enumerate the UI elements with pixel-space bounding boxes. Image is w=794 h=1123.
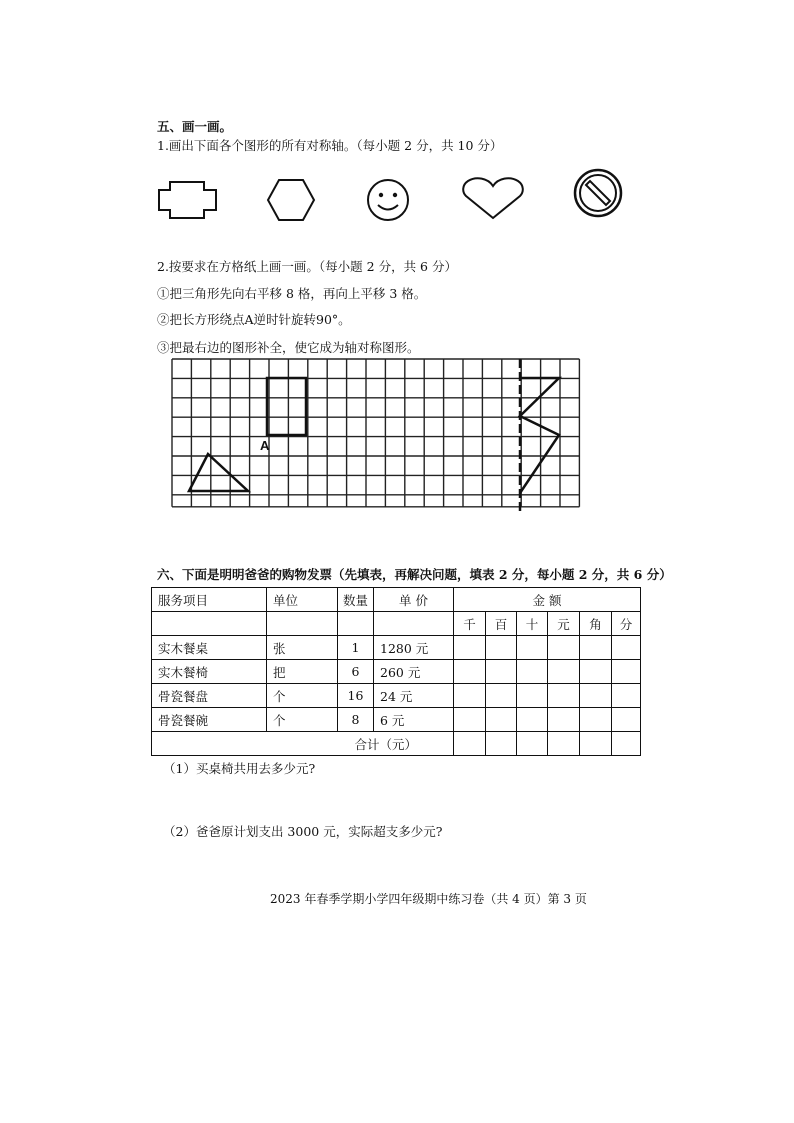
amount-cell[interactable] (580, 708, 612, 732)
amount-cell[interactable] (517, 636, 548, 660)
amount-cell[interactable] (486, 684, 517, 708)
cross-shape-icon (158, 180, 218, 220)
amount-cell[interactable] (486, 660, 517, 684)
amount-cell[interactable] (612, 708, 641, 732)
total-label: 合计（元） (152, 732, 454, 756)
sub-question-2: （2）爸爸原计划支出 3000 元，实际超支多少元? (163, 824, 443, 839)
amount-cell[interactable] (517, 660, 548, 684)
sub-question-1: （1）买桌椅共用去多少元? (163, 761, 316, 776)
rectangle-shape (267, 378, 306, 435)
amount-unit-hundred: 百 (486, 612, 517, 636)
row-price: 260 元 (374, 660, 454, 684)
invoice-table (151, 587, 641, 756)
amount-cell[interactable] (454, 708, 486, 732)
grid-paper (170, 357, 580, 517)
amount-cell[interactable] (580, 660, 612, 684)
amount-cell[interactable] (548, 708, 580, 732)
row-item: 实木餐椅 (152, 660, 267, 684)
row-qty: 1 (338, 636, 374, 660)
header-price: 单 价 (374, 588, 454, 612)
row-unit: 个 (267, 684, 338, 708)
amount-cell[interactable] (486, 708, 517, 732)
header-amount: 金 额 (454, 588, 641, 612)
row-price: 1280 元 (374, 636, 454, 660)
table-cell[interactable] (374, 612, 454, 636)
table-row (152, 636, 641, 660)
question-2-text: 2.按要求在方格纸上画一画。（每小题 2 分，共 6 分） (157, 259, 457, 274)
amount-cell[interactable] (612, 684, 641, 708)
question-2-item-3: ③把最右边的图形补全，使它成为轴对称图形。 (157, 340, 420, 355)
amount-unit-jiao: 角 (580, 612, 612, 636)
amount-unit-ten: 十 (517, 612, 548, 636)
row-price: 6 元 (374, 708, 454, 732)
header-qty: 数量 (338, 588, 374, 612)
row-item: 实木餐桌 (152, 636, 267, 660)
table-row (152, 660, 641, 684)
question-2-item-1: ①把三角形先向右平移 8 格，再向上平移 3 格。 (157, 286, 427, 301)
table-cell[interactable] (338, 612, 374, 636)
triangle-shape (189, 454, 248, 491)
amount-cell[interactable] (517, 708, 548, 732)
amount-cell[interactable] (612, 732, 641, 756)
amount-cell[interactable] (548, 636, 580, 660)
amount-unit-yuan: 元 (548, 612, 580, 636)
amount-unit-thousand: 千 (454, 612, 486, 636)
question-2-item-2: ②把长方形绕点A逆时针旋转90°。 (157, 312, 351, 327)
row-unit: 把 (267, 660, 338, 684)
amount-cell[interactable] (454, 660, 486, 684)
section6-heading: 六、下面是明明爸爸的购物发票（先填表，再解决问题，填表 2 分，每小题 2 分，共 6 分） (157, 567, 672, 582)
amount-cell[interactable] (454, 684, 486, 708)
point-a-label: A (260, 438, 270, 453)
page-footer: 2023 年春季学期小学四年级期中练习卷（共 4 页）第 3 页 (270, 892, 587, 906)
table-row (152, 708, 641, 732)
amount-cell[interactable] (580, 732, 612, 756)
amount-cell[interactable] (612, 660, 641, 684)
header-item: 服务项目 (152, 588, 267, 612)
row-item: 骨瓷餐碗 (152, 708, 267, 732)
table-cell[interactable] (152, 612, 267, 636)
smiley-face-icon (366, 178, 410, 222)
row-qty: 8 (338, 708, 374, 732)
question-1-text: 1.画出下面各个图形的所有对称轴。（每小题 2 分，共 10 分） (157, 138, 503, 153)
amount-cell[interactable] (454, 636, 486, 660)
amount-unit-fen: 分 (612, 612, 641, 636)
amount-cell[interactable] (486, 636, 517, 660)
amount-cell[interactable] (548, 684, 580, 708)
amount-cell[interactable] (580, 684, 612, 708)
amount-cell[interactable] (517, 684, 548, 708)
row-qty: 16 (338, 684, 374, 708)
header-unit: 单位 (267, 588, 338, 612)
amount-cell[interactable] (548, 732, 580, 756)
table-cell[interactable] (267, 612, 338, 636)
row-qty: 6 (338, 660, 374, 684)
amount-cell[interactable] (486, 732, 517, 756)
row-unit: 张 (267, 636, 338, 660)
amount-cell[interactable] (517, 732, 548, 756)
no-entry-sign-icon (573, 168, 623, 218)
total-row (152, 732, 641, 756)
amount-cell[interactable] (580, 636, 612, 660)
table-row (152, 684, 641, 708)
row-item: 骨瓷餐盘 (152, 684, 267, 708)
grid-lines (172, 359, 579, 507)
row-unit: 个 (267, 708, 338, 732)
amount-cell[interactable] (612, 636, 641, 660)
row-price: 24 元 (374, 684, 454, 708)
section5-heading: 五、画一画。 (157, 119, 233, 134)
amount-cell[interactable] (454, 732, 486, 756)
amount-cell[interactable] (548, 660, 580, 684)
hexagon-icon (266, 178, 316, 222)
heart-icon (462, 176, 524, 220)
